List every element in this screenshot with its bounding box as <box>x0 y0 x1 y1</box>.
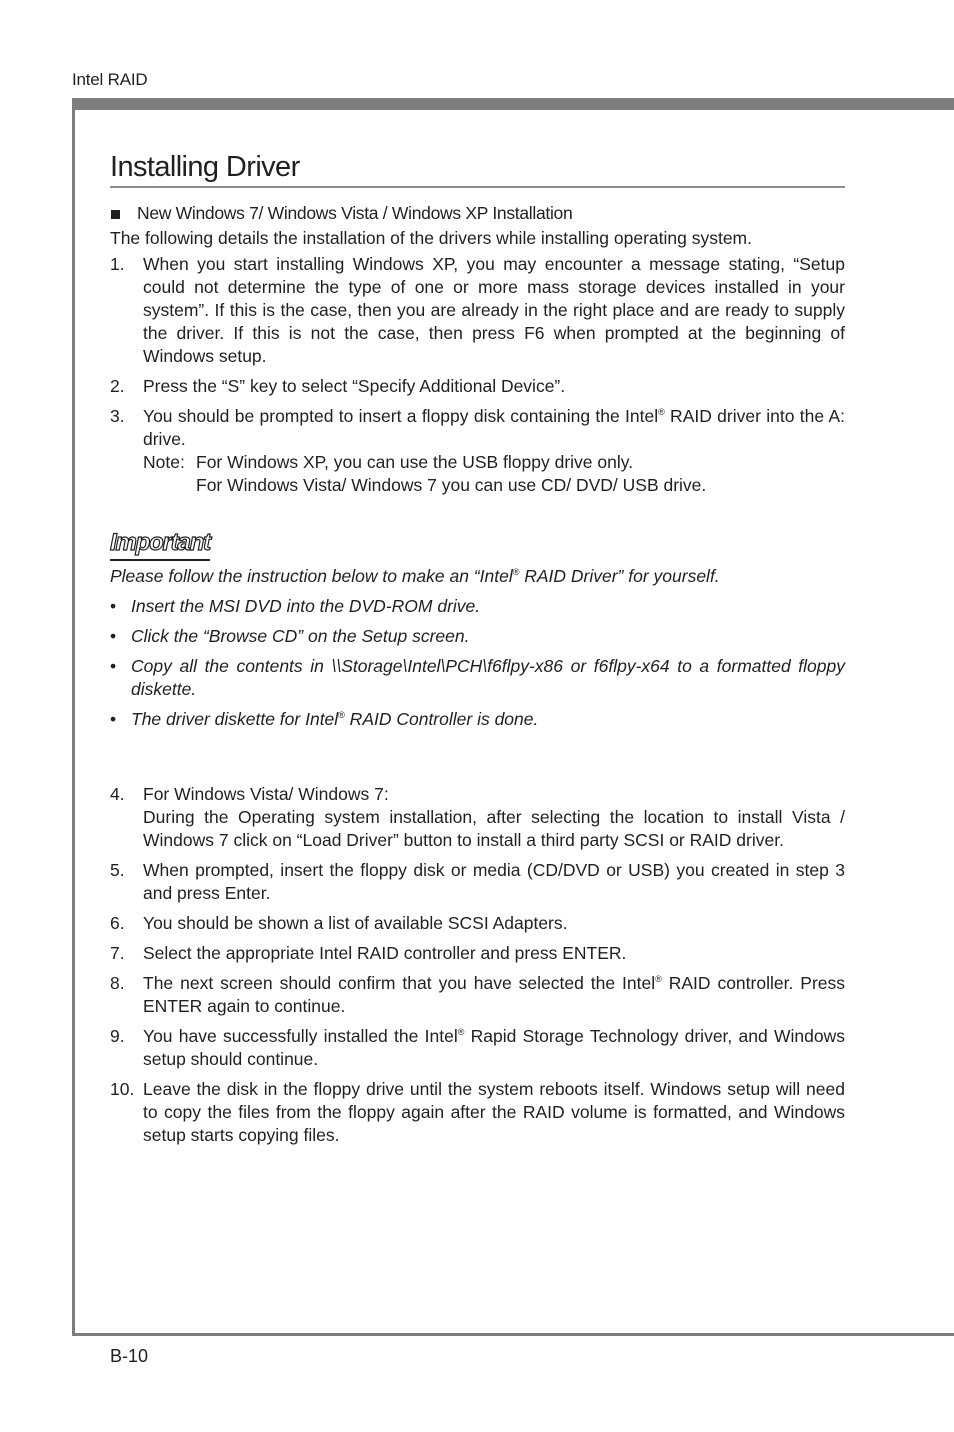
important-box <box>110 529 845 561</box>
note-line-1: For Windows XP, you can use the USB floppy drive only. <box>196 452 634 472</box>
important-bullet <box>110 595 845 618</box>
note-row <box>143 451 845 497</box>
step-item <box>110 912 845 935</box>
page-content <box>110 150 845 1147</box>
step-text <box>143 1025 845 1071</box>
step-number: 6. <box>110 913 125 933</box>
step-line: For Windows Vista/ Windows 7: <box>143 784 389 804</box>
step-text-part: RAID driver into the A: drive. <box>143 406 845 449</box>
bullet-dot-icon: • <box>110 709 117 729</box>
important-bullet <box>110 708 845 731</box>
step-number: 3. <box>110 406 125 426</box>
subheading <box>110 202 845 225</box>
step-text: When prompted, insert the floppy disk or media (CD/DVD or USB) you created in step 3 and press Enter. <box>143 860 845 903</box>
step-text <box>143 783 845 852</box>
step-item <box>110 942 845 965</box>
step-item <box>110 972 845 1018</box>
step-text-part: You should be prompted to insert a floppy disk containing the Intel <box>143 406 659 426</box>
subheading-text: New Windows 7/ Windows Vista / Windows XP Installation <box>137 203 573 223</box>
bullet-text: Click the “Browse CD” on the Setup screen. <box>131 626 470 646</box>
step-item <box>110 1078 845 1147</box>
section-header-label: Intel RAID <box>72 70 148 89</box>
important-heading: Important <box>110 529 210 561</box>
step-text-part: RAID controller. Press ENTER again to continue. <box>143 973 846 1016</box>
step-text: When you start installing Windows XP, you may encounter a message stating, “Setup could not determine the type of one or more mass storage devices installed in your system”. If this is the case, then you are already in the right place and are ready to supply the driver. If this is not the case, then press F6 when prompted at the beginning of Windows setup. <box>143 254 845 366</box>
step-text: You should be shown a list of available SCSI Adapters. <box>143 913 568 933</box>
important-intro-part: RAID Driver” for yourself. <box>519 566 720 586</box>
page-title: Installing Driver <box>110 150 845 188</box>
step-number: 4. <box>110 784 125 804</box>
step-number: 9. <box>110 1026 125 1046</box>
page-number: B-10 <box>110 1346 149 1366</box>
bullet-dot-icon: • <box>110 596 117 616</box>
note-label: Note: <box>143 452 185 472</box>
step-text-part: The next screen should confirm that you have selected the Intel <box>143 973 656 993</box>
step-item <box>110 253 845 368</box>
step-number: 2. <box>110 376 125 396</box>
step-number: 1. <box>110 254 125 274</box>
top-divider-bar <box>72 98 954 110</box>
step-text <box>143 405 845 497</box>
important-bullet <box>110 625 845 648</box>
bullet-text: Insert the MSI DVD into the DVD-ROM drive. <box>131 596 481 616</box>
square-bullet-icon <box>111 210 120 219</box>
step-text: Leave the disk in the floppy drive until the system reboots itself. Windows setup will need to copy the files from the floppy again after the RAID volume is formatted, and Windows setup starts copying files. <box>143 1079 845 1145</box>
step-text <box>143 972 845 1018</box>
important-intro-part: Please follow the instruction below to make an “Intel <box>110 566 513 586</box>
step-text-part: During the Operating system installation, after selecting the location to install Vista / Windows 7 click on “Load Driver” button to install a third party SCSI or RAID driver. <box>143 807 845 850</box>
step-number: 5. <box>110 860 125 880</box>
step-item <box>110 405 845 497</box>
step-item <box>110 783 845 852</box>
step-text: Select the appropriate Intel RAID controller and press ENTER. <box>143 943 627 963</box>
bullet-dot-icon: • <box>110 626 117 646</box>
step-number: 8. <box>110 973 125 993</box>
step-item <box>110 1025 845 1071</box>
registered-mark: ® <box>512 567 520 577</box>
step-item <box>110 859 845 905</box>
bullet-text: Copy all the contents in \\Storage\Intel\PCH\f6flpy-x86 or f6flpy-x64 to a formatted floppy diskette. <box>131 656 845 699</box>
step-text-part: You have successfully installed the Intel <box>143 1026 458 1046</box>
bottom-border-bar <box>72 1333 954 1336</box>
registered-mark: ® <box>338 710 345 720</box>
bullet-text <box>131 708 845 731</box>
important-intro <box>110 565 845 588</box>
note-line <box>196 451 706 497</box>
spacer <box>110 731 845 776</box>
registered-mark: ® <box>655 974 662 984</box>
step-number: 10. <box>110 1079 135 1099</box>
step-text-part: Rapid Storage Technology driver, and Windows setup should continue. <box>143 1026 845 1069</box>
bullet-text-part: The driver diskette for Intel <box>131 709 339 729</box>
note-line-2: For Windows Vista/ Windows 7 you can use CD/ DVD/ USB drive. <box>196 475 707 495</box>
step-item <box>110 375 845 398</box>
registered-mark: ® <box>658 407 665 417</box>
intro-paragraph: The following details the installation of the drivers while installing operating system. <box>110 228 752 248</box>
bullet-dot-icon: • <box>110 656 117 676</box>
left-border-bar <box>72 98 75 1336</box>
important-bullet <box>110 655 845 701</box>
step-number: 7. <box>110 943 125 963</box>
bullet-text-part: RAID Controller is done. <box>344 709 539 729</box>
step-text: Press the “S” key to select “Specify Additional Device”. <box>143 376 566 396</box>
registered-mark: ® <box>457 1027 465 1037</box>
